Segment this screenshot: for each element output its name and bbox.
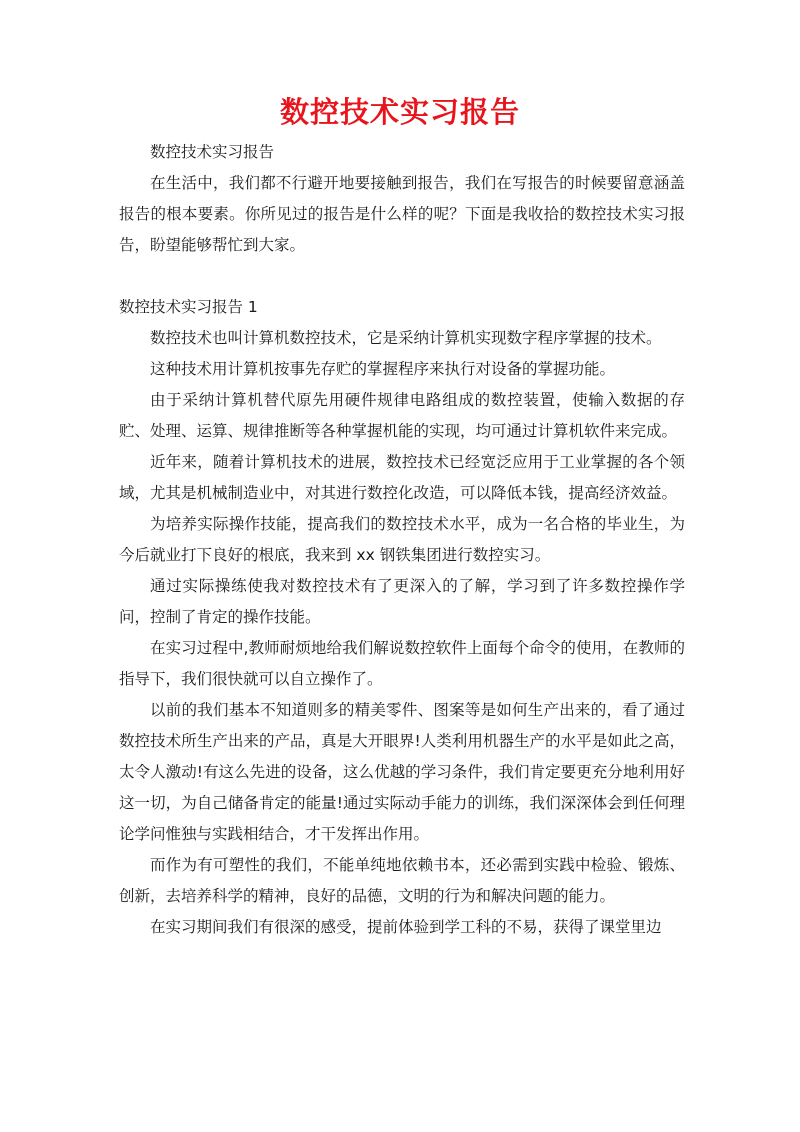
document-title: 数控技术实习报告 <box>279 95 520 129</box>
body-paragraph: 以前的我们基本不知道则多的精美零件、图案等是如何生产出来的，看了通过数控技术所生产出来的产品，真是大开眼界!人类利用机器生产的水平是如此之高，太令人激动!有这么先进的设备，这么优越的学习条件，我们肯定要更充分地利用好这一切，为自己储备肯定的能量!通过实际动手能力的训练，我们深深体会到任何理论学问惟独与实践相结合，才干发挥出作用。 <box>119 701 685 843</box>
body-paragraph: 在实习过程中,教师耐烦地给我们解说数控软件上面每个命令的使用，在教师的指导下，我们很快就可以自立操作了。 <box>119 639 685 688</box>
document-body <box>119 137 685 943</box>
body-paragraph: 数控技术也叫计算机数控技术，它是采纳计算机实现数字程序掌握的技术。 <box>150 329 662 347</box>
paragraph-spacer <box>119 261 685 292</box>
body-paragraph: 为培养实际操作技能，提高我们的数控技术水平，成为一名合格的毕业生，为今后就业打下良好的根底，我来到 xx 钢铁集团进行数控实习。 <box>119 515 685 564</box>
body-paragraph: 在实习期间我们有很深的感受，提前体验到学工科的不易，获得了课堂里边 <box>150 918 662 936</box>
body-paragraph: 而作为有可塑性的我们，不能单纯地依赖书本，还必需到实践中检验、锻炼、创新，去培养科学的精神，良好的品德，文明的行为和解决问题的能力。 <box>119 856 685 905</box>
section-heading: 数控技术实习报告 1 <box>119 298 258 316</box>
body-paragraph: 由于采纳计算机替代原先用硬件规律电路组成的数控装置，使输入数据的存贮、处理、运算、规律推断等各种掌握机能的实现，均可通过计算机软件来完成。 <box>119 391 685 440</box>
body-paragraph: 这种技术用计算机按事先存贮的掌握程序来执行对设备的掌握功能。 <box>150 360 616 378</box>
intro-paragraph: 在生活中，我们都不行避开地要接触到报告，我们在写报告的时候要留意涵盖报告的根本要素。你所见过的报告是什么样的呢？下面是我收拾的数控技术实习报告，盼望能够帮忙到大家。 <box>119 174 685 254</box>
subtitle-paragraph: 数控技术实习报告 <box>150 143 275 161</box>
body-paragraph: 通过实际操练使我对数控技术有了更深入的了解，学习到了许多数控操作学问，控制了肯定的操作技能。 <box>119 577 685 626</box>
body-paragraph: 近年来，随着计算机技术的进展，数控技术已经宽泛应用于工业掌握的各个领域，尤其是机械制造业中，对其进行数控化改造，可以降低本钱，提高经济效益。 <box>119 453 685 502</box>
